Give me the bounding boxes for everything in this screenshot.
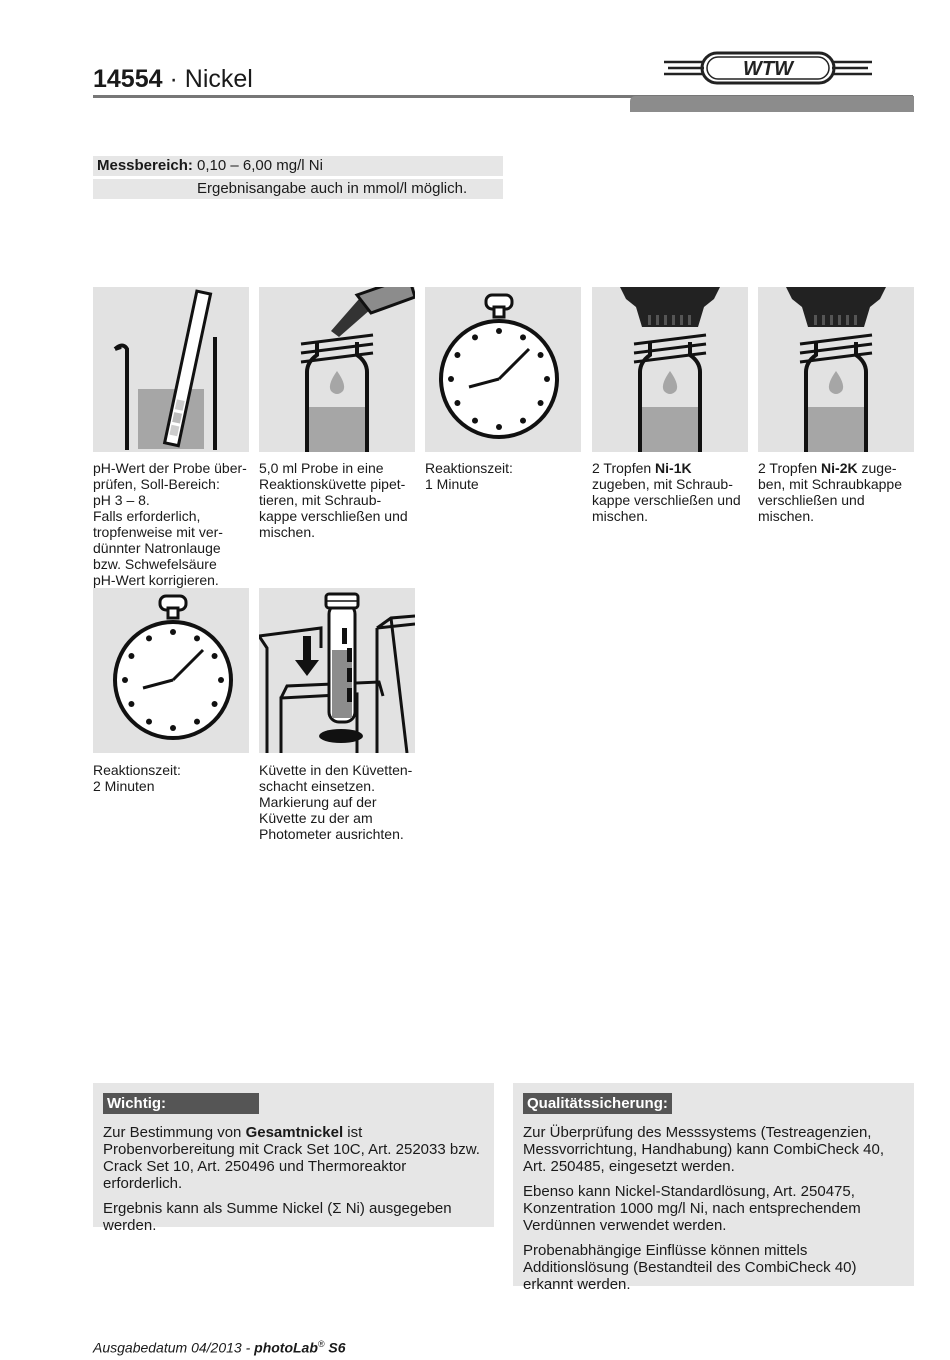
step5-image [758,287,914,452]
wtw-logo [664,50,872,86]
logo-text: WTW [743,58,793,80]
important-text-1: Zur Bestimmung von Gesamtnickel ist Probenvorbereitung mit Crack Set 10C, Art. 252033 bzw. Crack Set 10, Art. 250496 und Thermoreaktor erforderlich. [103,1124,480,1192]
step7-image [259,588,415,753]
range-note: Ergebnisangabe auch in mmol/l möglich. [93,179,503,199]
important-box [93,1083,494,1234]
quality-box [513,1083,914,1293]
step3-caption: Reaktionszeit: 1 Minute [425,460,513,492]
stopwatch-icon [425,287,581,452]
important-text-2: Ergebnis kann als Summe Nickel (Σ Ni) ausgegeben werden. [103,1200,452,1234]
header-tab [630,96,914,112]
dropper-cuvette-icon [758,287,914,452]
reagent-ni-1k: Ni-1K [655,460,692,476]
step7-caption: Küvette in den Küvetten- schacht einsetzen. Markierung auf der Küvette zu der am Photometer ausrichten. [259,762,413,842]
step1-image [93,287,249,452]
quality-text-3: Probenabhängige Einflüsse können mittels Additionslösung (Bestandteil des CombiCheck 40) erkannt werden. [523,1242,857,1293]
range-value: 0,10 – 6,00 mg/l Ni [197,157,323,174]
range-label: Messbereich: [97,157,193,174]
method-number: 14554 [93,65,163,93]
pipette-cuvette-icon [259,287,415,452]
quality-text-1: Zur Überprüfung des Messsystems (Testreagenzien, Messvorrichtung, Handhabung) kann CombiCheck 40, Art. 250485, eingesetzt werden. [523,1124,885,1175]
step4-caption: 2 Tropfen Ni-1K zugeben, mit Schraub- kappe verschließen und mischen. [592,460,741,524]
step5-caption: 2 Tropfen Ni-2K zuge- ben, mit Schraubkappe verschließen und mischen. [758,460,902,524]
important-heading: Wichtig: [103,1093,259,1114]
product-model: S6 [324,1339,346,1356]
page-title [93,62,253,96]
issue-date: Ausgabedatum 04/2013 [93,1339,242,1356]
stopwatch-icon [93,588,249,753]
step6-caption: Reaktionszeit: 2 Minuten [93,762,181,794]
step6-image [93,588,249,753]
beaker-ph-strip-icon [93,287,249,452]
step3-image [425,287,581,452]
product-name: photoLab [254,1339,318,1356]
quality-heading: Qualitätssicherung: [523,1093,672,1114]
parameter-name: Nickel [184,65,253,93]
measuring-range [93,156,503,176]
step2-image [259,287,415,452]
cuvette-insert-icon [259,588,415,753]
title-separator: · [169,65,178,93]
dropper-cuvette-icon [592,287,748,452]
reagent-ni-2k: Ni-2K [821,460,858,476]
quality-text-2: Ebenso kann Nickel-Standardlösung, Art. 250475, Konzentration 1000 mg/l Ni, nach entsprechendem Verdünnen verwendet werden. [523,1183,861,1234]
step1-caption: pH-Wert der Probe über- prüfen, Soll-Bereich: pH 3 – 8. Falls erforderlich, tropfenweise mit ver- dünnter Natronlauge bzw. Schwefelsäure pH-Wert korrigieren. [93,460,247,588]
step4-image [592,287,748,452]
step2-caption: 5,0 ml Probe in eine Reaktionsküvette pipet- tieren, mit Schraub- kappe verschließen und mischen. [259,460,408,540]
footer: Ausgabedatum 04/2013 - photoLab® S6 [93,1339,346,1356]
